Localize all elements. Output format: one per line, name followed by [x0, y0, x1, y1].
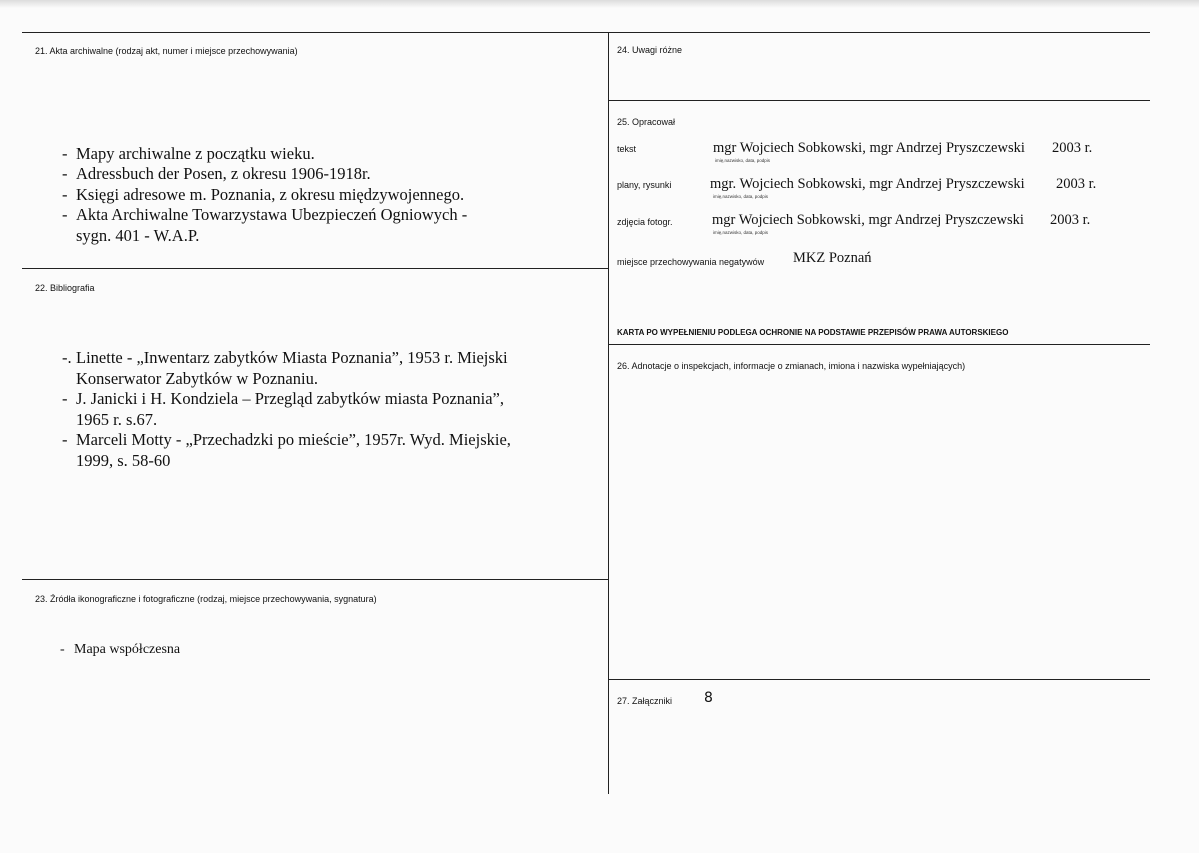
- scan-top-edge: [0, 0, 1199, 8]
- prepared-row-value: mgr Wojciech Sobkowski, mgr Andrzej Pryszczewski: [713, 140, 1025, 156]
- divider-24-25: [608, 100, 1150, 101]
- prepared-row-caption: imię,nazwisko, data, podpis: [715, 158, 771, 163]
- attachments-count: 8: [704, 690, 713, 706]
- prepared-heading: 25. Opracował: [617, 117, 676, 127]
- prepared-row-label: tekst: [617, 144, 637, 154]
- divider-21-22: [22, 268, 608, 269]
- iconographic-heading: 23. Źródła ikonograficzne i fotograficzne (rodzaj, miejsce przechowywania, sygnatura): [35, 594, 377, 604]
- prepared-row-value: mgr Wojciech Sobkowski, mgr Andrzej Pryszczewski: [712, 212, 1024, 228]
- prepared-row-value: mgr. Wojciech Sobkowski, mgr Andrzej Pryszczewski: [710, 176, 1025, 192]
- prepared-row-caption: imię,nazwisko, data, podpis: [713, 230, 769, 235]
- divider-26-27: [608, 679, 1150, 680]
- divider-25-26: [608, 344, 1150, 345]
- archival-list: - Mapy archiwalne z początku wieku. - Adressbuch der Posen, z okresu 1906-1918r. - Księgi adresowe m. Poznania, z okresu międzywojennego. - Akta Archiwalne Towarzystawa Ubezpieczeń Ogniowych - sygn. 401 - W.A.P.: [62, 144, 468, 245]
- bibliography-heading: 22. Bibliografia: [35, 283, 95, 293]
- negatives-label: miejsce przechowywania negatywów: [617, 257, 765, 267]
- annotations-heading: 26. Adnotacje o inspekcjach, informacje o zmianach, imiona i nazwiska wypełniających): [617, 361, 966, 371]
- remarks-heading: 24. Uwagi różne: [617, 45, 683, 55]
- prepared-row-caption: imię,nazwisko, data, podpis: [713, 194, 769, 199]
- prepared-row-label: zdjęcia fotogr.: [617, 217, 673, 227]
- divider-22-23: [22, 579, 608, 580]
- attachments-heading: 27. Załączniki: [617, 696, 673, 706]
- prepared-row-label: plany, rysunki: [617, 180, 672, 190]
- prepared-row-year: 2003 r.: [1056, 176, 1097, 192]
- prepared-row-year: 2003 r.: [1052, 140, 1093, 156]
- prepared-row-year: 2003 r.: [1050, 212, 1091, 228]
- form-top-border: [22, 32, 1150, 33]
- bibliography-list: -. Linette - „Inwentarz zabytków Miasta Poznania”, 1953 r. Miejski Konserwator Zabytków w Poznaniu. - J. Janicki i H. Kondziela – Przegląd zabytków miasta Poznania”, 1965 r. s.67. - Marceli Motty - „Przechadzki po mieście”, 1957r. Wyd. Miejskie, 1999, s. 58-60: [62, 348, 511, 470]
- negatives-value: MKZ Poznań: [793, 250, 872, 266]
- copyright-notice: KARTA PO WYPEŁNIENIU PODLEGA OCHRONIE NA PODSTAWIE PRZEPISÓW PRAWA AUTORSKIEGO: [617, 328, 1009, 337]
- iconographic-list: - Mapa współczesna: [60, 642, 181, 657]
- archival-heading: 21. Akta archiwalne (rodzaj akt, numer i miejsce przechowywania): [35, 46, 298, 56]
